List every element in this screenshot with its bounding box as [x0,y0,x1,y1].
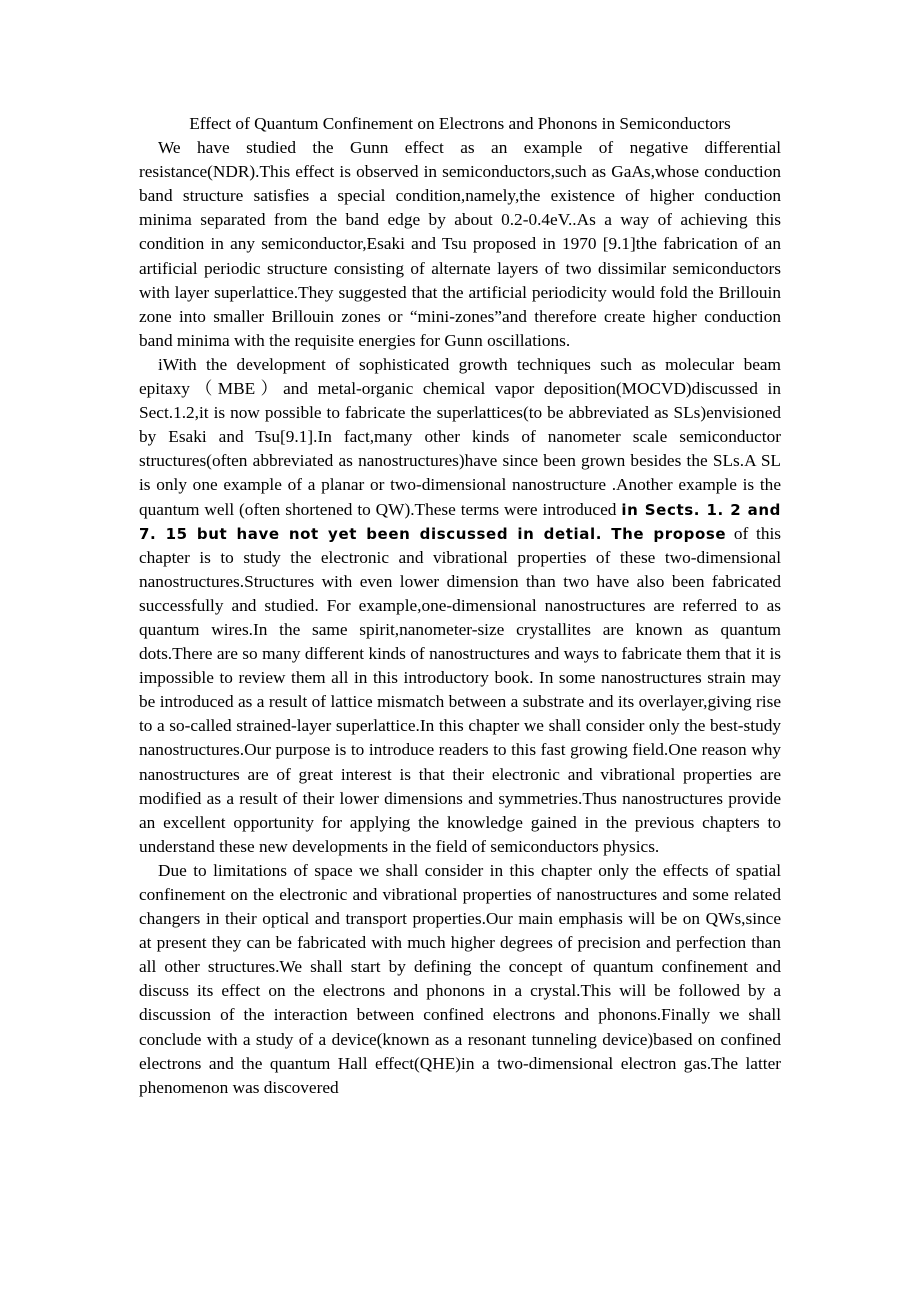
paragraph-2-text-end: of this chapter is to study the electronic and vibrational properties of these two-dimensional nanostructures.Structures with even lower dimension than two have also been fabricated successfully and studied. For example,one-dimensional nanostructures are referred to as quantum wires.In the same spirit,nanometer-size crystallites are known as quantum dots.There are so many different kinds of nanostructures and ways to fabricate them that it is impossible to review them all in this introductory book. In some nanostructures strain may be introduced as a result of lattice mismatch between a substrate and its overlayer,giving rise to a so-called strained-layer superlattice.In this chapter we shall consider only the best-study nanostructures.Our purpose is to introduce readers to this fast growing field.One reason why nanostructures are of great interest is that their electronic and vibrational properties are modified as a result of their lower dimensions and symmetries.Thus nanostructures provide an excellent opportunity for applying the knowledge gained in the previous chapters to understand these new developments in the field of semiconductors physics. [139,523,781,856]
document-page [139,112,781,1100]
document-title: Effect of Quantum Confinement on Electrons and Phonons in Semiconductors [189,114,731,133]
paragraph-2-text-start: iWith the development of sophisticated growth techniques such as molecular beam epitaxy（MBE）and metal-organic chemical vapor deposition(MOCVD)discussed in Sect.1.2,it is now possible to fabricate the superlattices(to be abbreviated as SLs)envisioned by Esaki and Tsu[9.1].In fact,many other kinds of nanometer scale semiconductor structures(often abbreviated as nanostructures)have since been grown besides the SLs.A SL is only one example of a planar or two-dimensional nanostructure .Another example is the quantum well (often shortened to QW).These terms were introduced [139,354,781,519]
paragraph-2-bold-text: in Sects. 1. 2 and 7. 15 but have not yet been discussed in detial. The propose [139,500,781,543]
paragraph-2 [139,353,781,859]
paragraph-3: Due to limitations of space we shall consider in this chapter only the effects of spatial confinement on the electronic and vibrational properties of nanostructures and some related changers in their optical and transport properties.Our main emphasis will be on QWs,since at present they can be fabricated with much higher degrees of precision and perfection than all other structures.We shall start by defining the concept of quantum confinement and discuss its effect on the electrons and phonons in a crystal.This will be followed by a discussion of the interaction between confined electrons and phonons.Finally we shall conclude with a study of a device(known as a resonant tunneling device)based on confined electrons and the quantum Hall effect(QHE)in a two-dimensional electron gas.The latter phenomenon was discovered [139,860,781,1097]
paragraph-1: We have studied the Gunn effect as an example of negative differential resistance(NDR).This effect is observed in semiconductors,such as GaAs,whose conduction band structure satisfies a special condition,namely,the existence of higher conduction minima separated from the band edge by about 0.2-0.4eV..As a way of achieving this condition in any semiconductor,Esaki and Tsu proposed in 1970 [9.1]the fabrication of an artificial periodic structure consisting of alternate layers of two dissimilar semiconductors with layer superlattice.They suggested that the artificial periodicity would fold the Brillouin zone into smaller Brillouin zones or “mini-zones”and therefore create higher conduction band minima with the requisite energies for Gunn oscillations. [139,138,781,350]
